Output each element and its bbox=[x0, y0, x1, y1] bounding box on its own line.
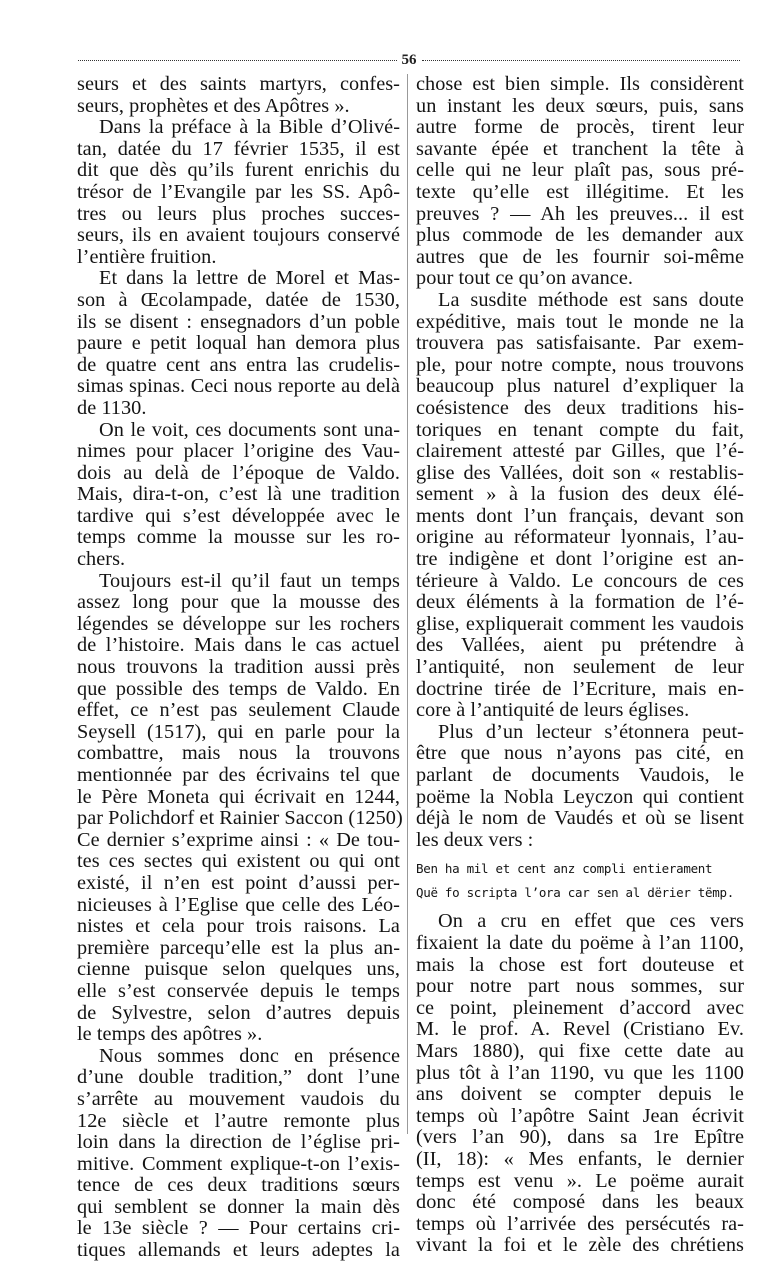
text-line: de 1130. bbox=[77, 396, 147, 419]
text-line: dois au delà de l’époque de Valdo. bbox=[77, 461, 400, 484]
text-line: chose est bien simple. Ils considèrent bbox=[416, 73, 744, 95]
text-line: assez long pour que la mousse des bbox=[77, 591, 400, 614]
header-rule-right bbox=[422, 60, 741, 61]
text-line: Dans la préface à la Bible d’Olivé- bbox=[99, 116, 400, 139]
text-line: autres que de les fournir soi-même bbox=[416, 245, 744, 268]
text-line: M. le prof. A. Revel (Cristiano Ev. bbox=[416, 1018, 744, 1041]
text-line: mitive. Comment explique-t-on l’exis- bbox=[77, 1152, 400, 1175]
text-line: mentionnée par des écrivains tel que bbox=[77, 764, 400, 786]
text-line: ple, pour notre compte, nous trouvons bbox=[416, 353, 744, 376]
text-line: trouvera pas satisfaisante. Par exem- bbox=[416, 332, 744, 355]
text-line: plus tôt à l’an 1190, vu que les 1100 bbox=[416, 1061, 744, 1084]
text-line: autre forme de procès, tirent leur bbox=[416, 116, 744, 139]
text-line: (vers l’an 90), dans sa 1re Epître bbox=[416, 1126, 744, 1149]
text-line: ments dont l’un français, devant son bbox=[416, 504, 744, 527]
text-line: d’une double tradition,” dont l’une bbox=[77, 1066, 400, 1089]
text-line: le temps des apôtres ». bbox=[77, 1023, 263, 1046]
text-line: temps est venu ». Le poëme aurait bbox=[416, 1169, 744, 1192]
text-line: Et dans la lettre de Morel et Mas- bbox=[99, 267, 400, 290]
text-line: dit que dès qu’ils furent enrichis du bbox=[77, 159, 400, 182]
text-line: que possible des temps de Valdo. En bbox=[77, 677, 400, 700]
column-divider bbox=[407, 74, 408, 1134]
page-header bbox=[78, 52, 740, 68]
text-line: 12e siècle et l’autre remonte plus bbox=[77, 1109, 400, 1132]
text-line: sement » à la fusion des deux élé- bbox=[416, 483, 744, 506]
text-line: tes ces sectes qui existent ou qui ont bbox=[77, 850, 400, 873]
text-line: celle qui ne leur plaît pas, sous pré- bbox=[416, 159, 744, 182]
text-line: s’arrête au mouvement vaudois du bbox=[77, 1087, 400, 1110]
right-text-column bbox=[416, 74, 744, 1257]
text-line: glise des Vallées, doit son « restablis- bbox=[416, 461, 744, 484]
text-line: nistes et cela pour trois raisons. La bbox=[77, 915, 400, 938]
text-line: ce point, pleinement d’accord avec bbox=[416, 996, 744, 1019]
text-line: pour tout ce qu’on avance. bbox=[416, 267, 633, 290]
text-line: par Polichdorf et Rainier Saccon (1250) bbox=[77, 807, 403, 830]
text-line: nous trouvons la tradition aussi près bbox=[77, 656, 400, 679]
text-line: Nous sommes donc en présence bbox=[99, 1044, 400, 1067]
text-line: Mais, dira-t-on, c’est là une tradition bbox=[77, 483, 400, 506]
text-line: le 13e siècle ? — Pour certains cri- bbox=[77, 1217, 400, 1240]
text-line: glise, expliquerait comment les vaudois bbox=[416, 612, 744, 635]
text-line: les deux vers : bbox=[416, 828, 534, 851]
text-line: preuves ? — Ah les preuves... il est bbox=[416, 202, 744, 225]
text-line: déjà le nom de Vaudés et où se lisent bbox=[416, 807, 744, 830]
text-line: un instant les deux sœurs, puis, sans bbox=[416, 94, 744, 117]
text-line: de quatre cent ans entra las crudelis- bbox=[77, 353, 400, 376]
text-line: tardive qui s’est développée avec le bbox=[77, 504, 400, 527]
text-line: beaucoup plus naturel d’expliquer la bbox=[416, 375, 744, 398]
text-line: texte qu’elle est illégitime. Et les bbox=[416, 180, 744, 203]
text-line: loin dans la direction de l’église pri- bbox=[77, 1131, 400, 1154]
text-line: ils se disent : ensegnadors d’un poble bbox=[77, 310, 400, 333]
text-line: savante épée et tranchent la tête à bbox=[416, 137, 744, 160]
verse-line: Ben ha mil et cent anz compli entierament bbox=[416, 861, 713, 877]
text-line: mais la chose est fort douteuse et bbox=[416, 953, 744, 976]
text-line: cienne puisque selon quelques uns, bbox=[77, 958, 400, 981]
text-line: tres ou leurs plus proches succes- bbox=[77, 202, 400, 225]
page-number: 56 bbox=[401, 51, 417, 68]
text-line: existé, il n’en est point d’aussi per- bbox=[77, 871, 400, 894]
text-line: Plus d’un lecteur s’étonnera peut- bbox=[438, 720, 744, 743]
text-line: deux éléments à la formation de l’é- bbox=[416, 591, 744, 614]
text-line: de Sylvestre, selon d’autres depuis bbox=[77, 1001, 400, 1024]
text-line: qui semblent se donner la main dès bbox=[77, 1195, 400, 1218]
text-line: On le voit, ces documents sont una- bbox=[99, 418, 400, 441]
text-line: l’antiquité, non seulement de leur bbox=[416, 656, 744, 679]
text-line: clairement attesté par Gilles, que l’é- bbox=[416, 440, 744, 463]
text-line: coésistence des deux traditions his- bbox=[416, 396, 744, 419]
text-line: plus commode de les demander aux bbox=[416, 224, 744, 247]
text-line: Mars 1880), qui fixe cette date au bbox=[416, 1039, 744, 1062]
text-line: parlant de documents Vaudois, le bbox=[416, 764, 744, 786]
text-line: Ce dernier s’exprime ainsi : « De tou- bbox=[77, 828, 400, 851]
text-line: des Vallées, aient pu prétendre à bbox=[416, 634, 744, 657]
text-line: temps où l’apôtre Saint Jean écrivit bbox=[416, 1104, 744, 1127]
text-line: expéditive, mais tout le monde ne la bbox=[416, 310, 744, 333]
text-line: paure e petit loqual han demora plus bbox=[77, 332, 400, 355]
text-line: l’entière fruition. bbox=[77, 245, 217, 268]
text-line: origine au réformateur lyonnais, l’au- bbox=[416, 526, 744, 549]
text-line: fixaient la date du poëme à l’an 1100, bbox=[416, 931, 744, 954]
text-line: première parcequ’elle est la plus an- bbox=[77, 936, 400, 959]
text-line: temps où l’arrivée des persécutés ra- bbox=[416, 1212, 744, 1235]
text-line: de l’histoire. Mais dans le cas actuel bbox=[77, 634, 400, 657]
text-line: tre indigène et dont l’origine est an- bbox=[416, 548, 744, 571]
text-line: seurs, prophètes et des Apôtres ». bbox=[77, 94, 350, 117]
text-line: effet, ce n’est pas seulement Claude bbox=[77, 699, 400, 722]
text-line: Seysell (1517), qui en parle pour la bbox=[77, 720, 400, 743]
text-line: son à Œcolampade, datée de 1530, bbox=[77, 288, 400, 311]
text-line: seurs, ils en avaient toujours conservé bbox=[77, 224, 400, 247]
text-line: Toujours est-il qu’il faut un temps bbox=[99, 569, 400, 592]
text-line: seurs et des saints martyrs, confes- bbox=[77, 73, 400, 95]
text-line: doctrine tirée de l’Ecriture, mais en- bbox=[416, 677, 744, 700]
text-line: térieure à Valdo. Le concours de ces bbox=[416, 569, 744, 592]
text-line: poëme la Nobla Leyczon qui contient bbox=[416, 785, 744, 808]
text-line: légendes se développe sur les rochers bbox=[77, 612, 400, 635]
text-line: (II, 18): « Mes enfants, le dernier bbox=[416, 1147, 744, 1170]
text-line: temps comme la mousse sur les ro- bbox=[77, 526, 400, 549]
header-rule-left bbox=[78, 60, 397, 61]
left-text-column bbox=[77, 73, 403, 1262]
text-line: core à l’antiquité de leurs églises. bbox=[416, 699, 690, 722]
text-line: combattre, mais nous la trouvons bbox=[77, 742, 400, 765]
text-line: tence de ces deux traditions sœurs bbox=[77, 1174, 400, 1197]
text-line: vivant la foi et le zèle des chrétiens bbox=[416, 1234, 744, 1257]
text-line: donc été composé dans les beaux bbox=[416, 1191, 744, 1214]
text-line: simas spinas. Ceci nous reporte au delà bbox=[77, 375, 400, 398]
text-line: On a cru en effet que ces vers bbox=[438, 910, 744, 933]
text-line: ans doivent se compter depuis le bbox=[416, 1083, 744, 1106]
text-line: nimes pour placer l’origine des Vau- bbox=[77, 440, 400, 463]
text-line: tan, datée du 17 février 1535, il est bbox=[77, 137, 400, 160]
text-line: chers. bbox=[77, 548, 126, 571]
text-line: La susdite méthode est sans doute bbox=[438, 288, 744, 311]
text-line: le Père Moneta qui écrivait en 1244, bbox=[77, 785, 400, 808]
text-line: pour notre part nous sommes, sur bbox=[416, 975, 744, 998]
text-line: trésor de l’Evangile par les SS. Apô- bbox=[77, 180, 400, 203]
text-line: elle s’est conservée depuis le temps bbox=[77, 979, 400, 1002]
text-line: nicieuses à l’Eglise que celle des Léo- bbox=[77, 893, 400, 916]
text-line: toriques en tenant compte du fait, bbox=[416, 418, 744, 441]
verse-line: Quë fo scripta l’ora car sen al dërier tëmp. bbox=[416, 885, 734, 901]
text-line: tiques allemands et leurs adeptes la bbox=[77, 1239, 400, 1262]
text-line: être que nous n’ayons pas cité, en bbox=[416, 742, 744, 765]
